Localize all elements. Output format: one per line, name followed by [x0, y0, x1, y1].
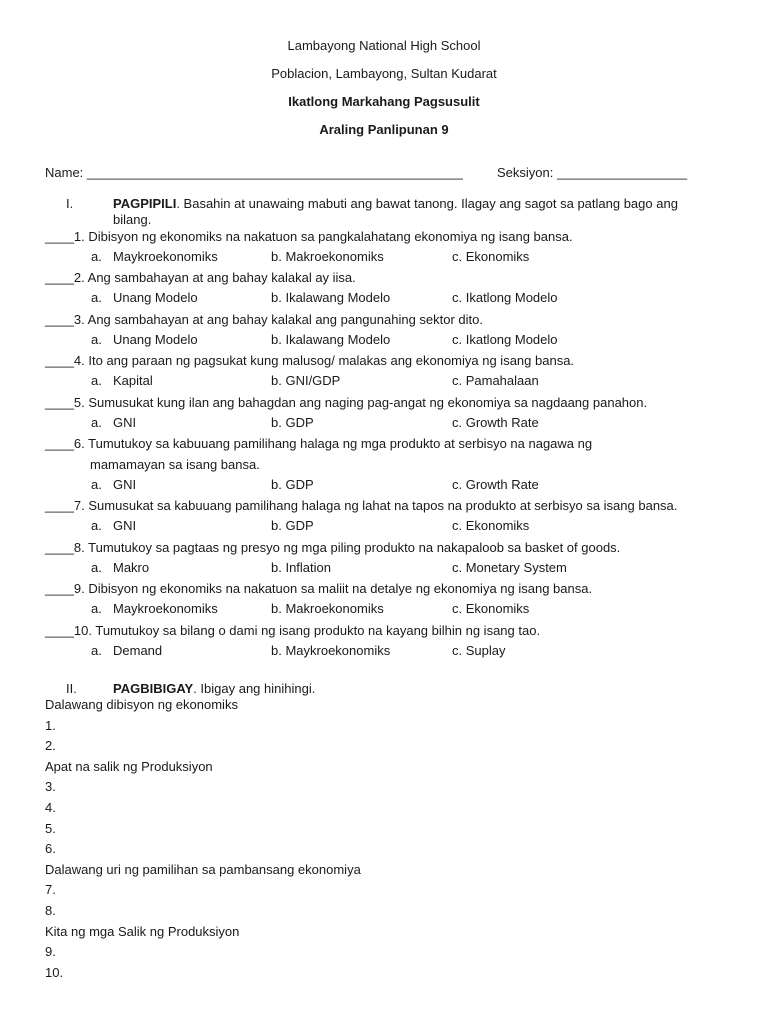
question-stem: ____1. Dibisyon ng ekonomiks na nakatuon sa pangkalahatang ekonomiya ng isang bansa. — [45, 229, 573, 244]
option-b: b. GDP — [271, 415, 314, 430]
option-a-marker: a. — [91, 601, 102, 616]
option-b: b. GNI/GDP — [271, 373, 341, 388]
answer-line: 1. — [45, 717, 56, 733]
option-a-marker: a. — [91, 477, 102, 492]
exam-title: Ikatlong Markahang Pagsusulit — [288, 94, 480, 109]
option-a: Unang Modelo — [113, 290, 198, 305]
part1-heading — [113, 196, 678, 212]
answer-line: 9. — [45, 944, 56, 960]
answer-line: 3. — [45, 779, 56, 795]
option-c: c. Growth Rate — [452, 415, 539, 430]
option-c: c. Growth Rate — [452, 477, 539, 492]
option-b: b. Ikalawang Modelo — [271, 290, 391, 305]
part1-numeral: I. — [66, 196, 74, 211]
section-field: Seksiyon: __________________ — [497, 165, 688, 180]
school-address: Poblacion, Lambayong, Sultan Kudarat — [271, 66, 497, 81]
answer-line: 10. — [45, 964, 64, 980]
option-b: b. Makroekonomiks — [271, 601, 384, 616]
item-category: Dalawang uri ng pamilihan sa pambansang ekonomiya — [45, 861, 361, 877]
option-a: Unang Modelo — [113, 332, 198, 347]
part2-numeral: II. — [66, 681, 77, 696]
option-c: c. Ekonomiks — [452, 601, 530, 616]
option-c: c. Pamahalaan — [452, 373, 539, 388]
subject-title: Araling Panlipunan 9 — [319, 122, 449, 137]
option-c: c. Ekonomiks — [452, 249, 530, 264]
option-a: Makro — [113, 560, 150, 575]
question-stem: ____5. Sumusukat kung ilan ang bahagdan ang naging pag-angat ng ekonomiya sa nagdaang panahon. — [45, 395, 648, 410]
question-stem: ____10. Tumutukoy sa bilang o dami ng isang produkto na kayang bilhin ng isang tao. — [45, 623, 541, 638]
part1-instruction: . Basahin at unawaing mabuti ang bawat tanong. Ilagay ang sagot sa patlang bago ang — [176, 196, 678, 211]
option-a-marker: a. — [91, 249, 102, 264]
name-field: Name: ____________________________________________________ — [45, 165, 463, 180]
option-a-marker: a. — [91, 643, 102, 658]
option-a: Demand — [113, 643, 163, 658]
part2-instruction: . Ibigay ang hinihingi. — [193, 681, 316, 696]
option-a: Kapital — [113, 373, 153, 388]
option-a: GNI — [113, 415, 137, 430]
option-a: GNI — [113, 477, 137, 492]
item-category: Apat na salik ng Produksiyon — [45, 758, 213, 774]
answer-line: 4. — [45, 800, 56, 815]
option-a-marker: a. — [91, 290, 102, 305]
option-a-marker: a. — [91, 415, 102, 430]
question-stem: ____2. Ang sambahayan at ang bahay kalakal ay iisa. — [45, 270, 356, 285]
school-name: Lambayong National High School — [287, 38, 481, 53]
option-b: b. GDP — [271, 477, 314, 492]
question-stem-cont: mamamayan sa isang bansa. — [90, 457, 260, 472]
part1-title: PAGPIPILI — [113, 196, 177, 211]
item-category: Dalawang dibisyon ng ekonomiks — [45, 697, 238, 712]
question-stem: ____3. Ang sambahayan at ang bahay kalakal ang pangunahing sektor dito. — [45, 312, 484, 327]
question-stem: ____7. Sumusukat sa kabuuang pamilihang halaga ng lahat na tapos na produkto at serbisyo sa isang bansa. — [45, 498, 678, 513]
answer-line: 2. — [45, 738, 56, 754]
option-a: Maykroekonomiks — [113, 601, 218, 616]
answer-line: 7. — [45, 882, 56, 898]
part2-heading — [113, 681, 315, 697]
option-a-marker: a. — [91, 373, 102, 388]
option-a-marker: a. — [91, 518, 102, 533]
option-b: b. GDP — [271, 518, 314, 533]
option-a-marker: a. — [91, 332, 102, 347]
question-stem: ____4. Ito ang paraan ng pagsukat kung malusog/ malakas ang ekonomiya ng isang bansa. — [45, 353, 575, 368]
option-c: c. Suplay — [452, 643, 506, 658]
question-stem: ____8. Tumutukoy sa pagtaas ng presyo ng mga piling produkto na nakapaloob sa basket of goods. — [45, 540, 621, 555]
question-stem: ____9. Dibisyon ng ekonomiks na nakatuon sa maliit na detalye ng ekonomiya ng isang bansa. — [45, 581, 593, 596]
question-stem: ____6. Tumutukoy sa kabuuang pamilihang halaga ng mga produkto at serbisyo na nagawa ng — [45, 436, 593, 451]
answer-line: 5. — [45, 820, 56, 836]
option-c: c. Monetary System — [452, 560, 567, 575]
option-b: b. Inflation — [271, 560, 331, 575]
option-b: b. Ikalawang Modelo — [271, 332, 391, 347]
option-c: c. Ikatlong Modelo — [452, 332, 558, 347]
part2-title: PAGBIBIGAY — [113, 681, 194, 696]
answer-line: 8. — [45, 903, 56, 918]
option-c: c. Ikatlong Modelo — [452, 290, 558, 305]
part1-instruction-cont: bilang. — [113, 212, 152, 227]
option-a-marker: a. — [91, 560, 102, 575]
item-category: Kita ng mga Salik ng Produksiyon — [45, 923, 240, 939]
option-a: GNI — [113, 518, 137, 533]
option-b: b. Makroekonomiks — [271, 249, 384, 264]
option-c: c. Ekonomiks — [452, 518, 530, 533]
option-b: b. Maykroekonomiks — [271, 643, 391, 658]
option-a: Maykroekonomiks — [113, 249, 218, 264]
answer-line: 6. — [45, 841, 56, 857]
